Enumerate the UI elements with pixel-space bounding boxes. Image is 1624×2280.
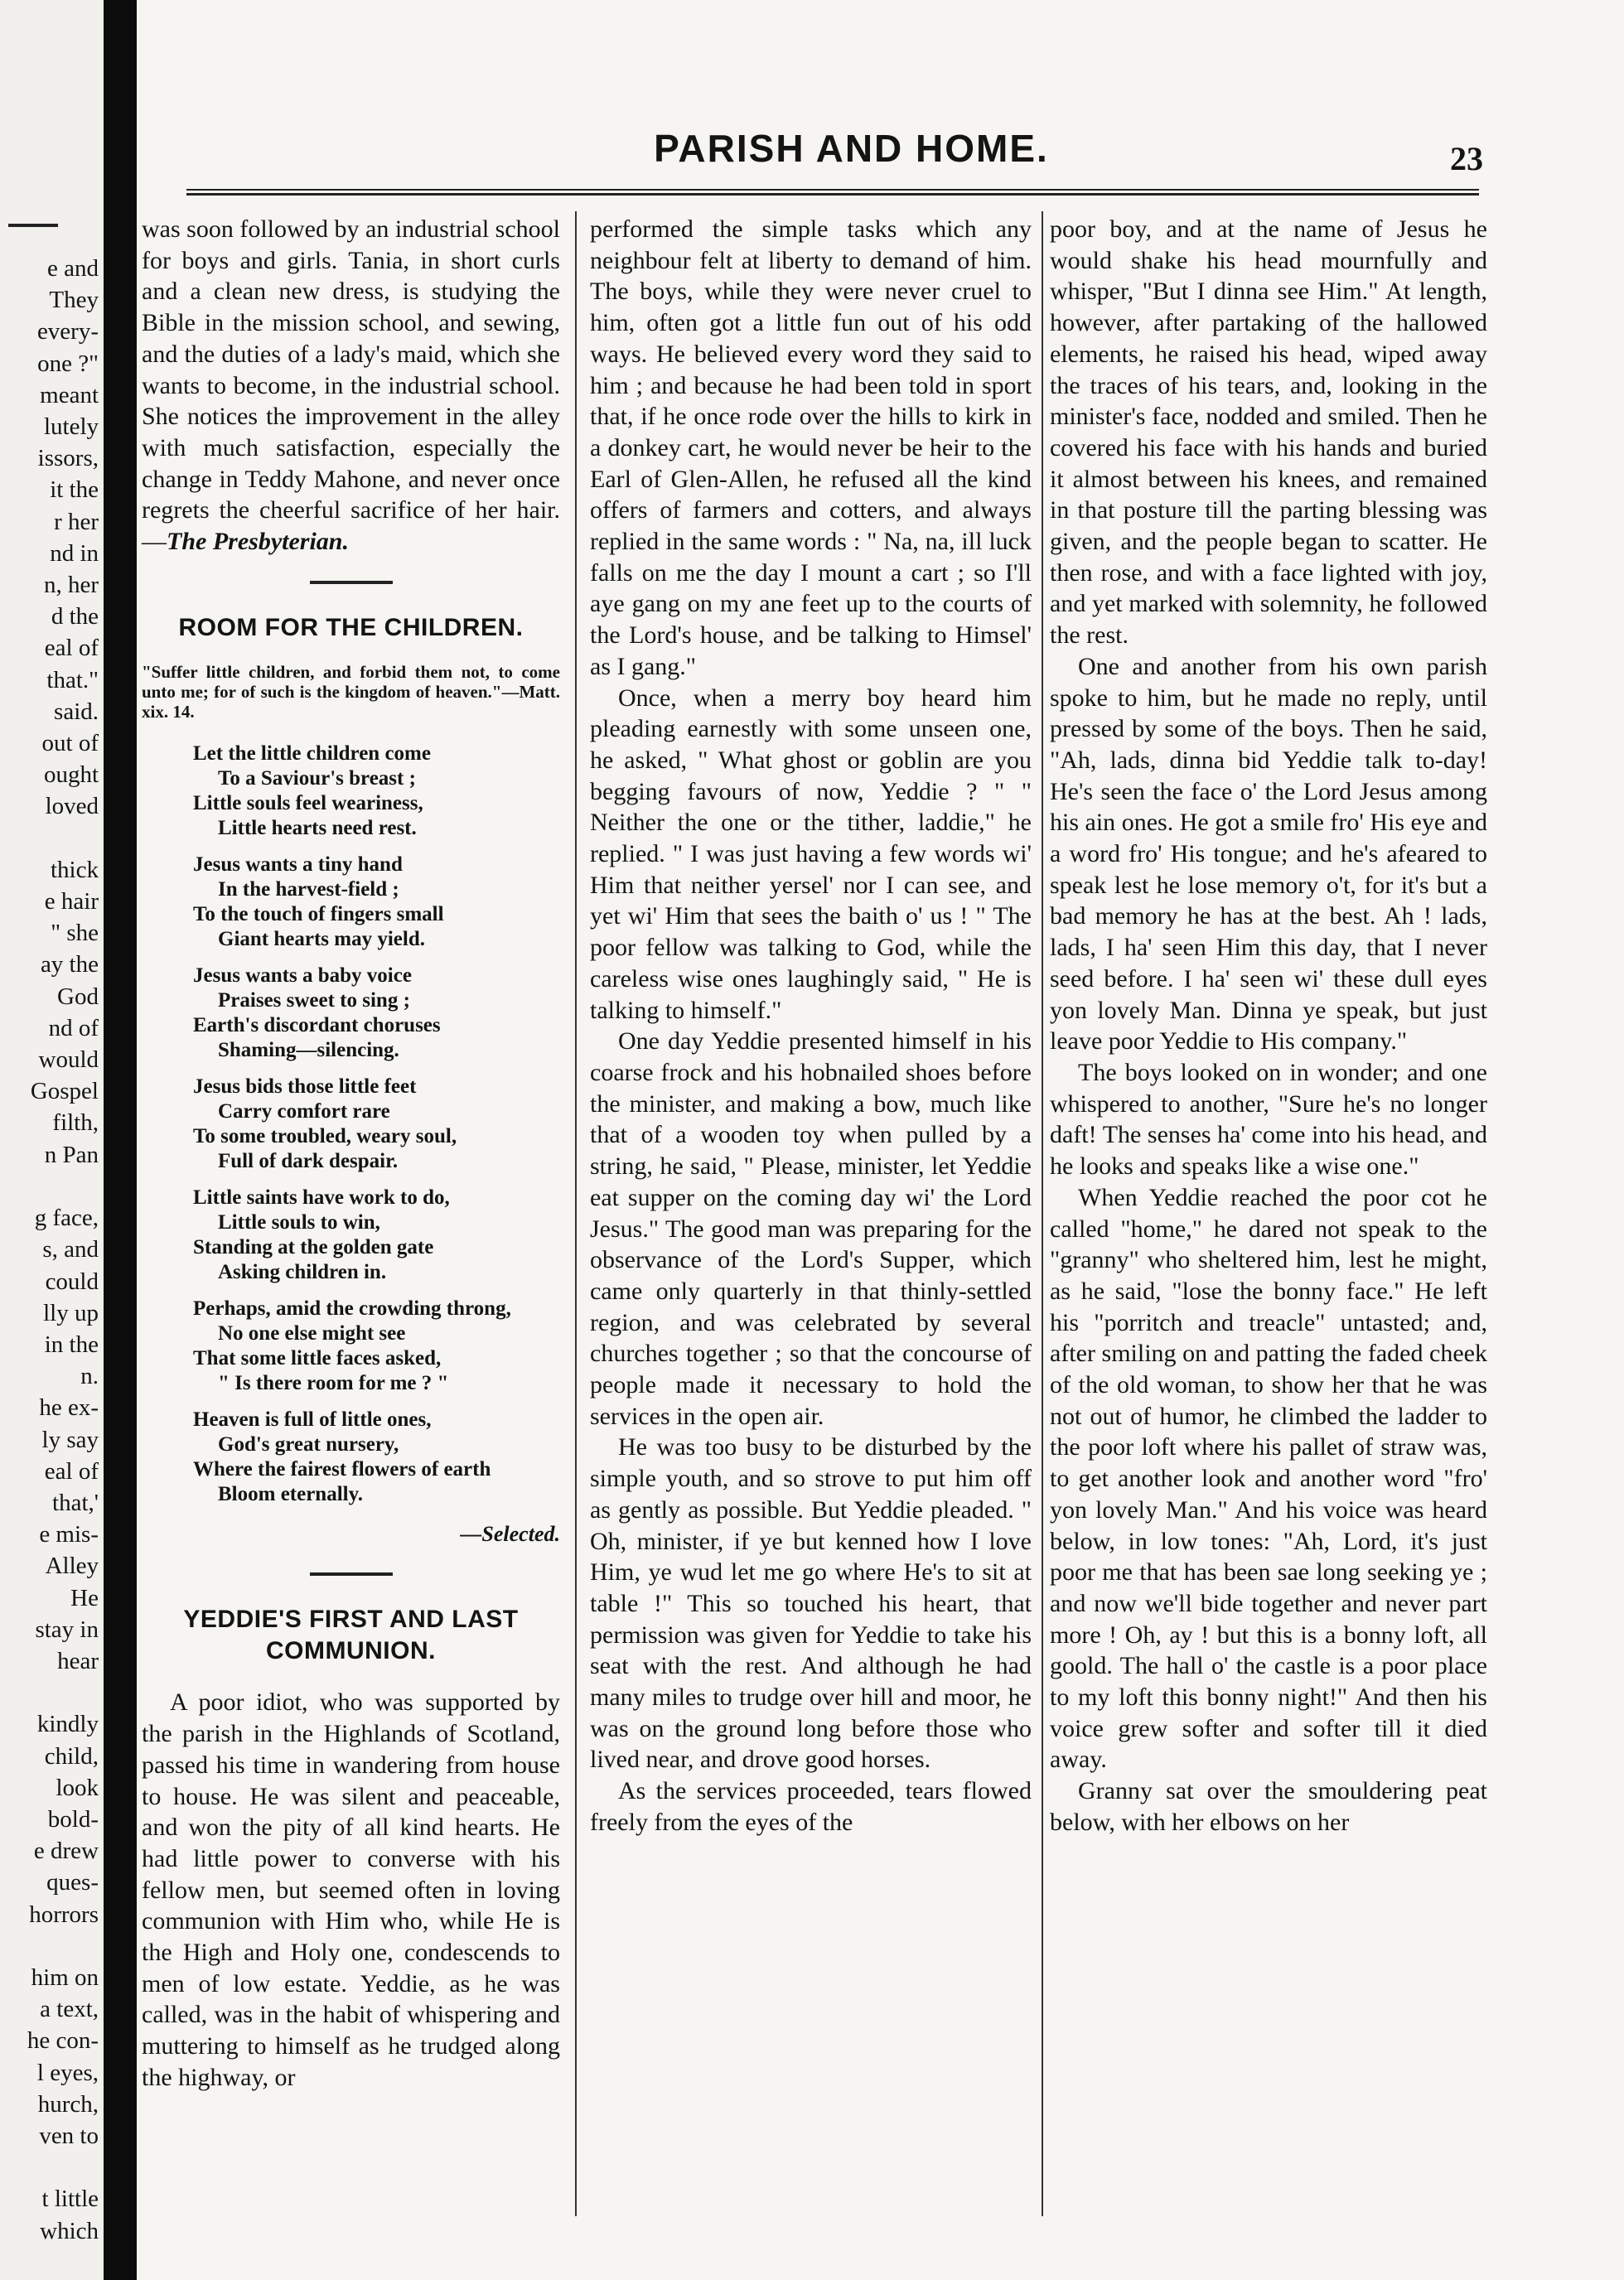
previous-page-line: he ex- (39, 1394, 99, 1422)
previous-page-line: He (70, 1584, 99, 1611)
poem-line: Earth's discordant choruses (193, 1013, 441, 1036)
page-number: 23 (1450, 140, 1483, 177)
previous-page-line: would (38, 1046, 99, 1074)
story-title: YEDDIE'S FIRST AND LAST COMMUNION. (183, 1606, 519, 1665)
previous-page-line: a text, (40, 1996, 99, 2023)
previous-page-line: ay the (40, 951, 99, 978)
previous-page-line: nd in (50, 539, 99, 567)
poem-line: God's great nursery, (218, 1432, 399, 1456)
previous-page-text (0, 253, 99, 2247)
previous-page-line: loved (45, 793, 99, 820)
poem-stanza (193, 1408, 560, 1507)
previous-page-line: t little (41, 2186, 99, 2213)
poem-line: To a Saviour's breast ; (218, 766, 416, 790)
previous-page-rule (8, 224, 58, 227)
section-separator (310, 581, 393, 584)
poem-line: Where the fairest flowers of earth (193, 1457, 491, 1481)
story-paragraph: He was too busy to be disturbed by the simple youth, and so strove to put him off as gently as possible. But Yeddie pleaded. " Oh, minister, if ye but kenned how I love Him, ye wud let me go where He's to sit at table !" This so touched his heart, that permission was given for Yeddie to take his seat with the rest. And although he had many miles to trudge over hill and moor, he was on the ground long before those who lived near, and drove good horses. (590, 1433, 1032, 1774)
poem-epigraph: "Suffer little children, and forbid them not, to come unto me; for of such is the kingdom of heaven."—Matt. xix. 14. (142, 661, 560, 722)
previous-page-line: thick (51, 856, 99, 883)
previous-page-line: out of (41, 730, 99, 757)
previous-page-line: horrors (29, 1901, 99, 1928)
previous-page-strip (0, 0, 104, 2280)
previous-page-line: bold- (47, 1805, 99, 1833)
previous-page-line (0, 1171, 99, 1202)
book-gutter (104, 0, 137, 2280)
previous-page-line: r her (54, 508, 99, 535)
previous-page-line: g face, (34, 1205, 99, 1232)
poem-line: Little souls to win, (218, 1210, 380, 1234)
page-header-title: PARISH AND HOME. (654, 127, 1049, 170)
story-paragraph: When Yeddie reached the poor cot he called "home," he dared not speak to the "granny" who sheltered him, lest he might, as he said, "lose the bonny face." He left his "porritch and treacle" untasted; and, after smiling on and patting the faded cheek of the old woman, to show her that he was not out of humor, he climbed the ladder to the poor loft where his pallet of straw was, to get another look and another word "fro' yon lovely Man." And his voice was heard below, in low tones: "Ah, Lord, it's just poor me that has been sae long seeking ye ; and now we'll bide together and never part more ! Oh, ay ! but this is a bonny loft, all goold. The hall o' the castle is a poor place to my loft this bonny night!" And then his voice grew softer and softer till it died away. (1050, 1183, 1487, 1774)
previous-page-line: hurch, (37, 2090, 99, 2118)
previous-page-line: n, her (43, 572, 99, 599)
column-divider (575, 211, 577, 2216)
story-paragraph: One and another from his own parish spoke to him, but he made no reply, until pressed by some of the boys. Then he said, "Ah, lads, dinna bid Yeddie talk to-day! He's seen the face o' the Lord Jesus among his ain ones. He got a smile fro' His eye and a word fro' His tongue; and he's afeared to speak lest he lose memory o't, for it's but a bad memory he has at the best. Ah ! lads, lads, I ha' seen Him this day, that I never seed before. I ha' seen wi' these dull eyes yon lovely Man. Dinna ye speak, but just leave poor Yeddie to His company." (1050, 652, 1487, 1055)
page (137, 0, 1624, 2280)
previous-page-line: every- (36, 318, 99, 345)
previous-page-line: God (57, 983, 99, 1010)
poem-line: Giant hearts may yield. (218, 927, 425, 950)
previous-page-line: l eyes, (36, 2059, 99, 2086)
previous-page-line: eal of (44, 1457, 99, 1485)
previous-page-line: that." (46, 666, 99, 693)
previous-page-line: one ?" (37, 350, 99, 377)
story-paragraph: Once, when a merry boy heard him pleading earnestly with some unseen one, he asked, " What ghost or goblin are you begging favours of now, Yeddie ? " " Neither the one or the tither, laddie," he replied. " I was just having a few words wi' Him that neither yersel' nor I can see, and yet wi' Him that sees the baith o' us ! " The poor fellow was talking to God, while the careless wise ones laughingly said, " He is talking to himself." (590, 684, 1032, 1024)
poem-line: Full of dark despair. (218, 1149, 399, 1172)
previous-page-line: stay in (35, 1616, 99, 1643)
poem-line: In the harvest-field ; (218, 877, 399, 901)
previous-page-line: child, (44, 1742, 99, 1770)
poem-line: Shaming—silencing. (218, 1038, 399, 1061)
story-paragraph: The boys looked on in wonder; and one whispered to another, "Sure he's no longer daft! The senses ha' come into his head, and he looks and speaks like a wise one." (1050, 1058, 1487, 1181)
previous-page-line: n. (80, 1363, 99, 1390)
poem-line: Little hearts need rest. (218, 816, 417, 839)
previous-page-line: issors, (37, 445, 99, 472)
story-paragraph: A poor idiot, who was supported by the parish in the Highlands of Scotland, passed his time in wandering from house to house. He was silent and peaceable, and won the pity of all kind hearts. He had little power to converse with his fellow men, but seemed often in loving communion with Him who, while He is the High and Holy one, condescends to men of low estate. Yeddie, as he was called, was in the habit of whispering and muttering to himself as he trudged along the highway, or (142, 1688, 560, 2091)
poem-stanza (193, 853, 560, 952)
column-right (1050, 214, 1487, 1838)
previous-page-line (0, 2152, 99, 2183)
previous-page-line: They (49, 287, 99, 314)
previous-page-line: lly up (43, 1299, 99, 1326)
poem-line: Heaven is full of little ones, (193, 1408, 432, 1431)
previous-page-line: n Pan (44, 1141, 99, 1168)
previous-page-line: e drew (33, 1838, 99, 1865)
section-separator (310, 1572, 393, 1576)
poem-line: Bloom eternally. (218, 1482, 363, 1505)
poem-line: Jesus wants a baby voice (193, 964, 412, 987)
poem-stanza (193, 1297, 560, 1396)
poem-line: Standing at the golden gate (193, 1235, 434, 1258)
continuation-paragraph: was soon followed by an industrial school for boys and girls. Tania, in short curls and a clean new dress, is studying the Bible in the mission school, and sewing, and the duties of a lady's maid, which she wants to become, in the industrial school. She notices the improvement in the alley with much satisfaction, especially the change in Teddy Mahone, and never once regrets the cheerful sacrifice of her hair.—The Presbyterian. (142, 215, 560, 556)
previous-page-line: ques- (46, 1869, 99, 1896)
column-middle (590, 214, 1032, 1838)
poem-attribution: —Selected. (460, 1521, 560, 1546)
previous-page-line: hear (57, 1647, 99, 1674)
previous-page-line: ly say (41, 1426, 99, 1453)
story-paragraph: Granny sat over the smouldering peat below, with her elbows on her (1050, 1777, 1487, 1836)
previous-page-line: eal of (44, 635, 99, 662)
previous-page-line: look (56, 1774, 99, 1801)
poem-line: Jesus bids those little feet (193, 1075, 417, 1098)
poem-line: That some little faces asked, (193, 1346, 442, 1369)
previous-page-line: filth, (52, 1109, 99, 1137)
previous-page-line: which (40, 2217, 99, 2244)
column-left (142, 214, 560, 2094)
story-paragraph: performed the simple tasks which any neighbour felt at liberty to demand of him. The boys, while they were never cruel to him, often got a little fun out of his odd ways. He believed every word they said to him ; and because he had been told in sport that, if he once rode over the hills to kirk in a donkey cart, he would never be heir to the Earl of Glen-Allen, he refused all the kind offers of farmers and cotters, and always replied in the same words : " Na, na, ill luck falls on me the day I mount a cart ; so I'll aye gang on my ane feet up to the courts of the Lord's house, and be talking to Himsel' as I gang." (590, 215, 1032, 680)
header-rule (186, 189, 1479, 197)
poem-line: To the touch of fingers small (193, 902, 444, 925)
poem-line: Little saints have work to do, (193, 1186, 450, 1209)
story-paragraph: As the services proceeded, tears flowed freely from the eyes of the (590, 1777, 1032, 1836)
poem-line: Let the little children come (193, 741, 431, 765)
previous-page-line (0, 1930, 99, 1962)
poem (142, 741, 560, 1507)
previous-page-line (0, 1677, 99, 1708)
previous-page-line: he con- (27, 2027, 99, 2055)
poem-line: Carry comfort rare (218, 1099, 390, 1123)
previous-page-line: it the (50, 476, 99, 504)
previous-page-line: e mis- (39, 1521, 99, 1548)
poem-line: Little souls feel weariness, (193, 791, 423, 814)
previous-page-line: that,' (52, 1489, 99, 1516)
previous-page-line: in the (44, 1331, 99, 1358)
previous-page-line: said. (54, 698, 99, 725)
previous-page-line: meant (40, 381, 99, 408)
poem-title: ROOM FOR THE CHILDREN. (178, 613, 524, 641)
story-paragraph: poor boy, and at the name of Jesus he would shake his head mournfully and whisper, "But I dinna see Him." At length, however, after partaking of the hallowed elements, he raised his head, wiped away the traces of his tears, and, looking in the minister's face, nodded and smiled. Then he covered his face with his hands and buried it almost between his knees, and remained in that posture till the parting blessing was given, and the people began to scatter. He then rose, and with a face lighted with joy, and yet marked with solemnity, he followed the rest. (1050, 215, 1487, 650)
previous-page-line: s, and (42, 1236, 99, 1263)
poem-stanza (193, 964, 560, 1063)
previous-page-line: d the (51, 603, 99, 630)
poem-line: Asking children in. (218, 1260, 387, 1283)
previous-page-line: " she (51, 920, 99, 947)
poem-line: To some troubled, weary soul, (193, 1124, 457, 1147)
previous-page-line (0, 823, 99, 854)
poem-line: Perhaps, amid the crowding throng, (193, 1297, 511, 1320)
previous-page-line: could (45, 1268, 99, 1295)
column-divider (1042, 211, 1043, 2216)
previous-page-line: nd of (48, 1014, 99, 1041)
poem-line: Jesus wants a tiny hand (193, 853, 403, 876)
previous-page-line: lutely (43, 413, 99, 441)
poem-stanza (193, 741, 560, 841)
previous-page-line: ought (43, 761, 99, 789)
story-paragraph: One day Yeddie presented himself in his coarse frock and his hobnailed shoes before the minister, and making a bow, much like that of a wooden toy when pulled by a string, he said, " Please, minister, let Yeddie eat supper on the coming day wi' the Lord Jesus." The good man was preparing for the observance of the Lord's Supper, which came only quarterly in that thinly-settled region, and was celebrated by several churches together ; so that the concourse of people made it necessary to hold the services in the open air. (590, 1027, 1032, 1430)
previous-page-line: Gospel (30, 1078, 99, 1105)
previous-page-line: him on (31, 1964, 99, 1991)
poem-line: " Is there room for me ? " (218, 1371, 449, 1394)
previous-page-line: kindly (36, 1711, 99, 1738)
previous-page-line: e hair (44, 888, 99, 915)
previous-page-line: e and (47, 255, 99, 282)
poem-line: Praises sweet to sing ; (218, 988, 410, 1012)
previous-page-line: ven to (39, 2122, 99, 2149)
poem-stanza (193, 1075, 560, 1174)
poem-stanza (193, 1186, 560, 1285)
poem-line: No one else might see (218, 1321, 406, 1345)
continuation-attribution: The Presbyterian. (167, 528, 349, 556)
previous-page-line: Alley (45, 1553, 99, 1580)
